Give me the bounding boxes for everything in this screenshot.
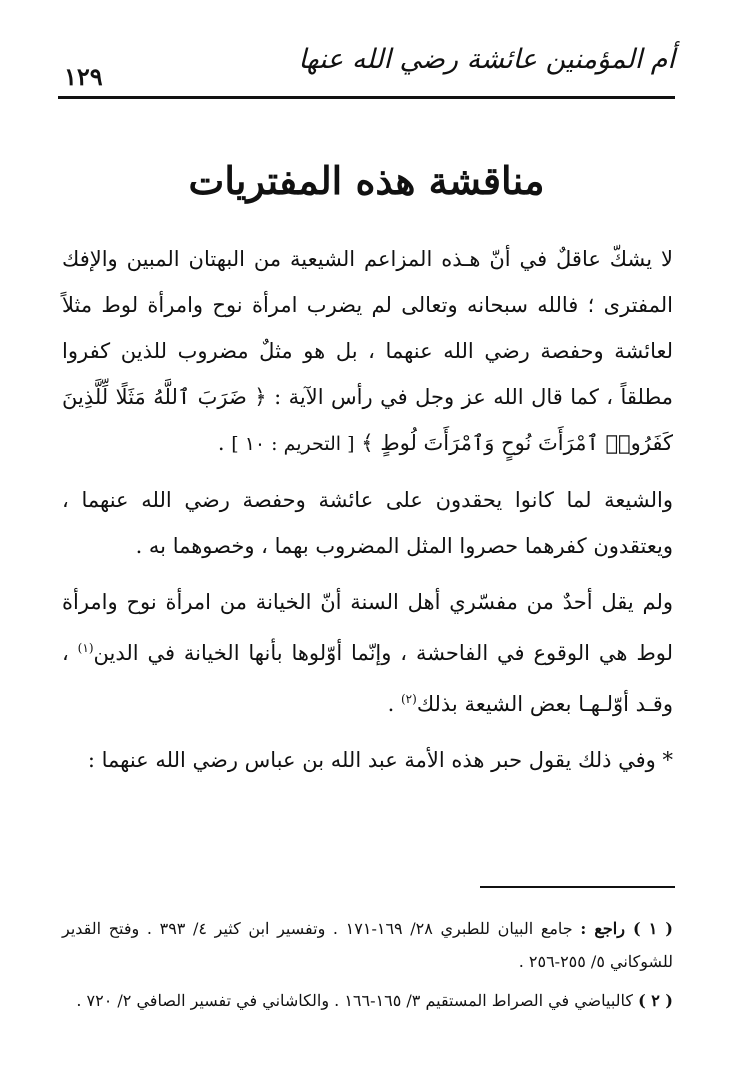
footnotes (62, 912, 673, 1023)
paragraph-1 (62, 236, 673, 467)
footnote-rule (480, 886, 675, 888)
verse-reference: [ التحريم : ١٠ ] (231, 433, 355, 455)
footnote-marker-1: (١) (77, 641, 94, 655)
paragraph-1-end: . (217, 431, 225, 455)
footnote-1-label: ( ١ ) راجع : (580, 919, 673, 938)
footnote-marker-2: (٢) (400, 692, 417, 706)
paragraph-1-text: لا يشكّ عاقلٌ في أنّ هـذه المزاعم الشيعية من البهتان المبين والإفك المفترى ؛ فالله سبحانه وتعالى لم يضرب امرأة نوح وامرأة لوط مثلاً لعائشة وحفصة رضي الله عنهما ، بل هو مثلٌ مضروب للذين كفروا مطلقاً ، كما قال الله عز وجل في رأس الآية : (62, 247, 673, 409)
body-text (62, 236, 673, 793)
paragraph-2: والشيعة لما كانوا يحقدون على عائشة وحفصة رضي الله عنهما ، ويعتقدون كفرهما حصروا المثل المضروب بهما ، وخصوهما به . (62, 488, 673, 558)
chapter-title: مناقشة هذه المفتريات (188, 158, 545, 203)
paragraph-3-text-b: ، وقـد أوّلـهـا بعض الشيعة بذلك (62, 641, 673, 716)
page-header (58, 40, 675, 98)
footnote-2-label: ( ٢ ) (638, 991, 673, 1010)
footnote-1 (62, 912, 673, 978)
paragraph-3-end: . (387, 692, 395, 716)
footnote-1-text: جامع البيان للطبري ٢٨/ ١٦٩-١٧١ . وتفسير ابن كثير ٤/ ٣٩٣ . وفتح القدير للشوكاني ٥/ ٢٥٥-٢٥٦ . (62, 919, 673, 971)
footnote-2-text: كالبياضي في الصراط المستقيم ٣/ ١٦٥-١٦٦ . والكاشاني في تفسير الصافي ٢/ ٧٢٠ . (76, 991, 634, 1010)
quran-verse: ﴿ ضَرَبَ ٱللَّهُ مَثَلًا لِّلَّذِينَ كَفَرُوا۟ ٱمْرَأَتَ نُوحٍ وَٱمْرَأَتَ لُوطٍ ﴾ (62, 385, 673, 455)
footnote-2 (62, 984, 673, 1017)
header-rule (58, 96, 675, 99)
page-number: ١٢٩ (64, 62, 103, 91)
running-title: أم المؤمنين عائشة رضي الله عنها (298, 44, 675, 75)
paragraph-3-text-a: ولم يقل أحدٌ من مفسّري أهل السنة أنّ الخيانة من امرأة نوح وامرأة لوط هي الوقوع في الفاحشة ، وإنّما أوّلوها بأنها الخيانة في الدين (62, 590, 673, 665)
paragraph-4: * وفي ذلك يقول حبر هذه الأمة عبد الله بن عباس رضي الله عنهما : (87, 748, 673, 772)
paragraph-3 (62, 579, 673, 727)
